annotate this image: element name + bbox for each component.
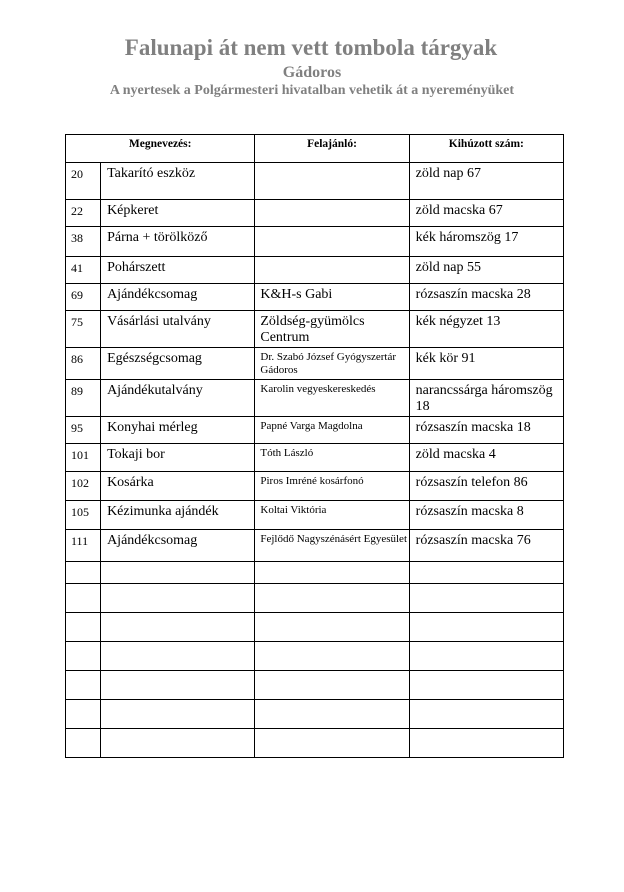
item-name: Képkeret (101, 200, 255, 227)
table-row (66, 472, 564, 501)
table-row (66, 227, 564, 257)
row-number: 95 (66, 417, 101, 444)
empty-cell (66, 671, 101, 700)
table-row (66, 348, 564, 380)
empty-table-row (66, 671, 564, 700)
item-name: Vásárlási utalvány (101, 311, 255, 348)
table-row (66, 200, 564, 227)
empty-cell (66, 613, 101, 642)
table-row (66, 311, 564, 348)
drawn-number: narancssárga háromszög 18 (409, 380, 563, 417)
row-number: 38 (66, 227, 101, 257)
empty-cell (409, 584, 563, 613)
empty-table-row (66, 584, 564, 613)
empty-table-row (66, 642, 564, 671)
item-donor: Tóth László (255, 444, 409, 472)
table-row (66, 530, 564, 562)
drawn-number: zöld nap 67 (409, 163, 563, 200)
item-donor: Papné Varga Magdolna (255, 417, 409, 444)
row-number: 75 (66, 311, 101, 348)
empty-cell (255, 562, 409, 584)
item-name: Pohárszett (101, 257, 255, 284)
page-subtitle: Gádoros (282, 64, 342, 81)
item-donor: Karolin vegyeskereskedés (255, 380, 409, 417)
empty-cell (409, 613, 563, 642)
empty-cell (101, 613, 255, 642)
table-row (66, 417, 564, 444)
item-name: Ajándékutalvány (101, 380, 255, 417)
drawn-number: rózsaszín macska 28 (409, 284, 563, 311)
item-donor (255, 257, 409, 284)
empty-table-row (66, 700, 564, 729)
document-header (0, 33, 624, 99)
item-name: Ajándékcsomag (101, 284, 255, 311)
row-number: 111 (66, 530, 101, 562)
item-donor (255, 200, 409, 227)
empty-cell (409, 700, 563, 729)
empty-cell (101, 671, 255, 700)
item-donor: Dr. Szabó József Gyógyszertár Gádoros (255, 348, 409, 380)
row-number: 101 (66, 444, 101, 472)
drawn-number: rózsaszín macska 18 (409, 417, 563, 444)
empty-cell (255, 642, 409, 671)
item-name: Egészségcsomag (101, 348, 255, 380)
row-number: 20 (66, 163, 101, 200)
drawn-number: kék háromszög 17 (409, 227, 563, 257)
row-number: 69 (66, 284, 101, 311)
empty-cell (66, 729, 101, 758)
drawn-number: kék kör 91 (409, 348, 563, 380)
page-title: Falunapi át nem vett tombola tárgyak (124, 35, 498, 60)
item-donor (255, 227, 409, 257)
item-donor: Zöldség-gyümölcs Centrum (255, 311, 409, 348)
column-header-donor: Felajánló: (255, 135, 409, 163)
empty-table-row (66, 562, 564, 584)
row-number: 89 (66, 380, 101, 417)
table-row (66, 284, 564, 311)
item-donor: Piros Imréné kosárfonó (255, 472, 409, 501)
drawn-number: rózsaszín telefon 86 (409, 472, 563, 501)
drawn-number: rózsaszín macska 76 (409, 530, 563, 562)
empty-cell (101, 562, 255, 584)
empty-table-row (66, 613, 564, 642)
empty-cell (255, 729, 409, 758)
item-name: Kézimunka ajándék (101, 501, 255, 530)
column-header-draw: Kihúzott szám: (409, 135, 563, 163)
empty-cell (66, 700, 101, 729)
row-number: 102 (66, 472, 101, 501)
empty-cell (255, 700, 409, 729)
empty-cell (409, 642, 563, 671)
empty-cell (409, 671, 563, 700)
empty-cell (255, 584, 409, 613)
empty-cell (255, 671, 409, 700)
item-donor (255, 163, 409, 200)
table-row (66, 163, 564, 200)
empty-cell (101, 642, 255, 671)
empty-cell (66, 584, 101, 613)
item-donor: Fejlődő Nagyszénásért Egyesület (255, 530, 409, 562)
empty-cell (409, 729, 563, 758)
table-row (66, 501, 564, 530)
item-name: Konyhai mérleg (101, 417, 255, 444)
table-row (66, 380, 564, 417)
item-name: Kosárka (101, 472, 255, 501)
empty-cell (409, 562, 563, 584)
empty-cell (66, 642, 101, 671)
page-note: A nyertesek a Polgármesteri hivatalban vehetik át a nyereményüket (109, 83, 515, 98)
item-name: Párna + törölköző (101, 227, 255, 257)
row-number: 86 (66, 348, 101, 380)
row-number: 41 (66, 257, 101, 284)
empty-cell (101, 700, 255, 729)
item-name: Ajándékcsomag (101, 530, 255, 562)
empty-cell (66, 562, 101, 584)
drawn-number: rózsaszín macska 8 (409, 501, 563, 530)
drawn-number: zöld macska 67 (409, 200, 563, 227)
item-donor: Koltai Viktória (255, 501, 409, 530)
table-row (66, 444, 564, 472)
row-number: 105 (66, 501, 101, 530)
empty-table-row (66, 729, 564, 758)
item-donor: K&H-s Gabi (255, 284, 409, 311)
table-header-row (66, 135, 564, 163)
drawn-number: kék négyzet 13 (409, 311, 563, 348)
item-name: Takarító eszköz (101, 163, 255, 200)
item-name: Tokaji bor (101, 444, 255, 472)
empty-cell (101, 729, 255, 758)
row-number: 22 (66, 200, 101, 227)
empty-cell (255, 613, 409, 642)
empty-cell (101, 584, 255, 613)
table-row (66, 257, 564, 284)
drawn-number: zöld macska 4 (409, 444, 563, 472)
prize-table (65, 134, 564, 758)
column-header-name: Megnevezés: (66, 135, 255, 163)
drawn-number: zöld nap 55 (409, 257, 563, 284)
